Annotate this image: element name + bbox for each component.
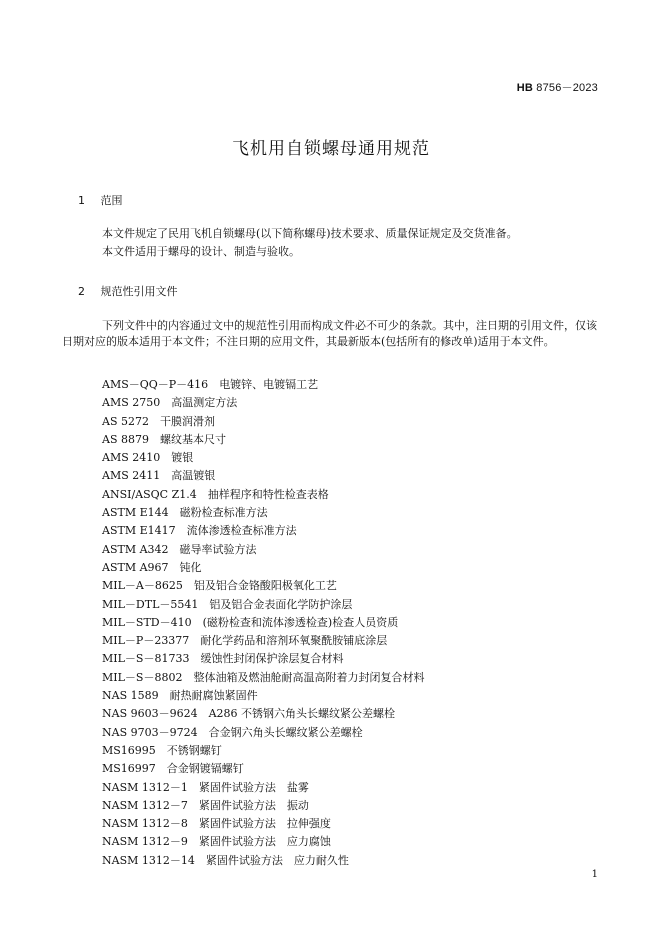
reference-gap	[208, 378, 219, 391]
reference-title: 螺纹基本尺寸	[159, 432, 226, 446]
reference-item	[102, 797, 602, 815]
page-number: 1	[591, 869, 598, 880]
reference-title: 合金钢六角头长螺纹紧公差螺栓	[208, 725, 363, 739]
reference-gap	[195, 854, 206, 867]
reference-title: 抽样程序和特性检查表格	[207, 487, 329, 501]
reference-gap	[182, 671, 193, 684]
reference-title: 紧固件试验方法 应力腐蚀	[198, 835, 331, 849]
reference-title: 流体渗透检查标准方法	[186, 524, 297, 538]
reference-title: 缓蚀性封闭保护涂层复合材料	[200, 652, 344, 666]
reference-list	[102, 376, 602, 870]
reference-item	[102, 559, 602, 577]
reference-title: 耐化学药品和溶剂环氧聚酰胺铺底涂层	[200, 634, 388, 648]
reference-item	[102, 614, 602, 632]
reference-code: ASTM E144	[102, 506, 169, 520]
reference-gap	[149, 415, 160, 428]
section-1-paragraph-2: 本文件适用于螺母的设计、制造与验收。	[102, 245, 300, 258]
reference-code: AS 8879	[102, 432, 149, 446]
section-1-paragraph-1: 本文件规定了民用飞机自锁螺母(以下简称螺母)技术要求、质量保证规定及交货准备。	[102, 227, 518, 240]
section-1-heading	[78, 192, 123, 208]
section-2-title: 规范性引用文件	[100, 285, 178, 298]
reference-item	[102, 486, 602, 504]
reference-code: NAS 9703－9724	[102, 725, 198, 739]
reference-title: 紧固件试验方法 振动	[198, 798, 309, 812]
reference-item	[102, 724, 602, 742]
reference-gap	[169, 543, 180, 556]
section-2-heading	[78, 283, 178, 299]
reference-gap	[156, 744, 167, 757]
reference-gap	[156, 762, 167, 775]
reference-item	[102, 815, 602, 833]
reference-code: NAS 9603－9624	[102, 707, 198, 721]
reference-code: NASM 1312－9	[102, 835, 188, 849]
reference-item	[102, 650, 602, 668]
reference-title: 整体油箱及燃油舱耐高温高附着力封闭复合材料	[193, 670, 425, 684]
reference-gap	[176, 524, 187, 537]
reference-gap	[160, 396, 171, 409]
reference-code: MS16997	[102, 762, 156, 776]
reference-code: ANSI/ASQC Z1.4	[102, 487, 197, 501]
reference-item	[102, 596, 602, 614]
reference-gap	[198, 598, 209, 611]
reference-title: 合金钢镀镉螺钉	[166, 762, 244, 776]
reference-item	[102, 833, 602, 851]
section-1-title: 范围	[100, 194, 123, 207]
reference-code: ASTM E1417	[102, 524, 176, 538]
reference-gap	[188, 817, 199, 830]
reference-gap	[160, 451, 171, 464]
reference-gap	[160, 469, 171, 482]
reference-title: 紧固件试验方法 盐雾	[198, 780, 309, 794]
reference-item	[102, 577, 602, 595]
reference-code: MIL－A－8625	[102, 579, 183, 593]
reference-gap	[149, 433, 160, 446]
reference-code: ASTM A342	[102, 542, 169, 556]
reference-item	[102, 705, 602, 723]
reference-item	[102, 852, 602, 870]
reference-title: 高温镀银	[171, 469, 216, 483]
reference-code: MIL－P－23377	[102, 634, 190, 648]
reference-item	[102, 522, 602, 540]
reference-gap	[188, 781, 199, 794]
reference-gap	[159, 689, 170, 702]
reference-code: AMS 2410	[102, 451, 161, 465]
reference-gap	[169, 506, 180, 519]
reference-gap	[189, 634, 200, 647]
reference-code: NASM 1312－14	[102, 853, 195, 867]
reference-item	[102, 669, 602, 687]
reference-gap	[192, 616, 203, 629]
reference-title: 钝化	[179, 560, 202, 574]
reference-gap	[197, 488, 208, 501]
reference-item	[102, 687, 602, 705]
reference-code: NASM 1312－7	[102, 798, 188, 812]
reference-title: 不锈钢螺钉	[166, 743, 222, 757]
reference-code: AS 5272	[102, 414, 149, 428]
reference-item	[102, 413, 602, 431]
reference-code: AMS－QQ－P－416	[102, 378, 209, 391]
standard-number: 8756－2023	[536, 82, 598, 94]
reference-gap	[198, 707, 209, 720]
reference-code: MS16995	[102, 743, 156, 757]
section-1-number: 1	[78, 194, 85, 207]
reference-item	[102, 449, 602, 467]
reference-code: NASM 1312－8	[102, 817, 188, 831]
reference-code: AMS 2750	[102, 396, 161, 410]
reference-title: 干膜润滑剂	[159, 414, 215, 428]
reference-title: 电镀锌、电镀镉工艺	[219, 378, 319, 391]
reference-item	[102, 779, 602, 797]
reference-item	[102, 467, 602, 485]
reference-title: 高温测定方法	[171, 396, 238, 410]
reference-title: 紧固件试验方法 应力耐久性	[205, 853, 349, 867]
reference-item	[102, 504, 602, 522]
reference-code: ASTM A967	[102, 560, 169, 574]
reference-code: MIL－STD－410	[102, 615, 192, 629]
reference-title: (磁粉检查和流体渗透检查)检查人员资质	[202, 615, 399, 629]
reference-code: MIL－DTL－5541	[102, 597, 199, 611]
reference-title: 耐热耐腐蚀紧固件	[169, 689, 258, 703]
reference-item	[102, 632, 602, 650]
reference-gap	[183, 579, 194, 592]
reference-title: 铝及铝合金铬酸阳极氧化工艺	[193, 579, 337, 593]
standard-code	[517, 79, 598, 95]
reference-gap	[189, 652, 200, 665]
reference-title: 磁粉检查标准方法	[179, 506, 268, 520]
section-2-intro: 下列文件中的内容通过文中的规范性引用而构成文件必不可少的条款。其中，注日期的引用文件，仅该日期对应的版本适用于本文件；不注日期的应用文件，其最新版本(包括所有的修改单)适用于本文件。	[62, 319, 597, 348]
reference-item	[102, 742, 602, 760]
reference-code: NASM 1312－1	[102, 780, 188, 794]
reference-gap	[188, 799, 199, 812]
reference-title: 磁导率试验方法	[179, 542, 257, 556]
reference-gap	[198, 726, 209, 739]
reference-code: MIL－S－8802	[102, 670, 183, 684]
reference-item	[102, 376, 602, 394]
reference-item	[102, 541, 602, 559]
reference-code: AMS 2411	[102, 469, 161, 483]
reference-title: 紧固件试验方法 拉伸强度	[198, 817, 331, 831]
standard-prefix: HB	[516, 82, 533, 94]
reference-gap	[188, 835, 199, 848]
reference-code: NAS 1589	[102, 689, 159, 703]
section-2-number: 2	[78, 285, 85, 298]
document-title: 飞机用自锁螺母通用规范	[232, 139, 430, 159]
reference-gap	[169, 561, 180, 574]
reference-item	[102, 394, 602, 412]
reference-code: MIL－S－81733	[102, 652, 190, 666]
reference-item	[102, 431, 602, 449]
reference-title: 铝及铝合金表面化学防护涂层	[209, 597, 353, 611]
reference-title: 镀银	[171, 451, 194, 465]
reference-item	[102, 760, 602, 778]
reference-title: A286 不锈钢六角头长螺纹紧公差螺栓	[208, 707, 396, 721]
